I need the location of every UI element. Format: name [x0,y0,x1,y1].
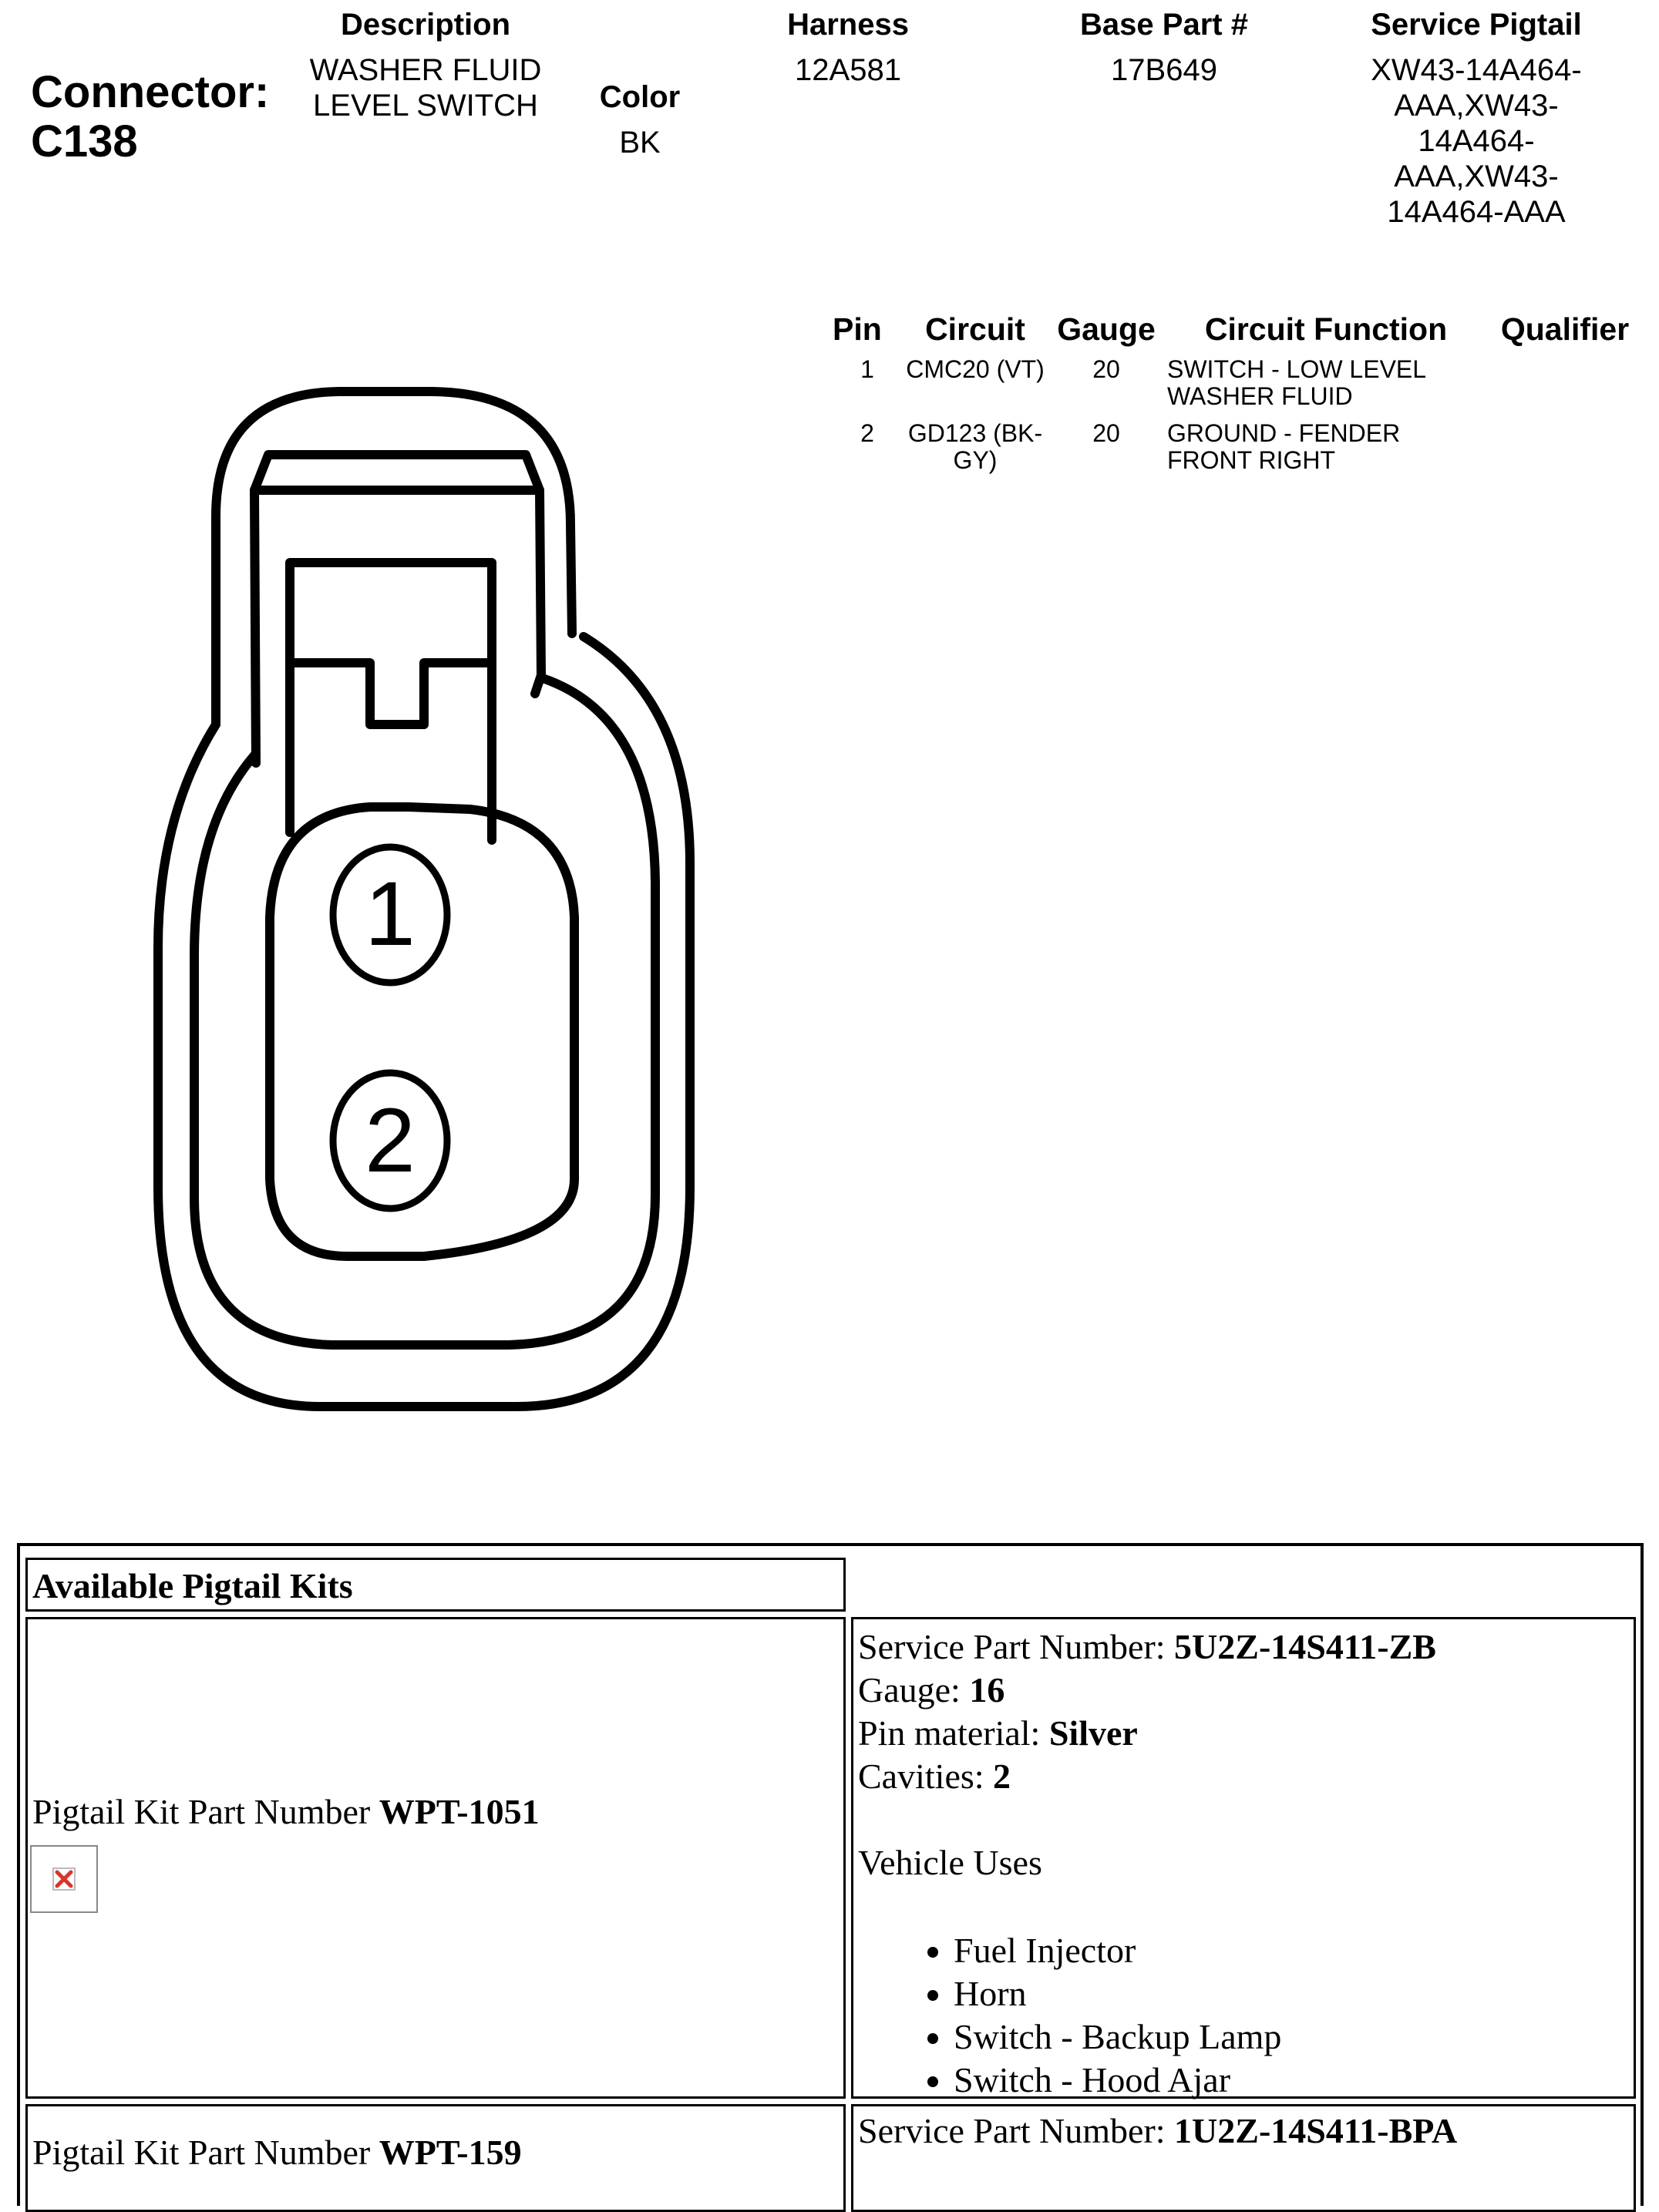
service-part-value: 5U2Z-14S411-ZB [1174,1627,1436,1666]
cavities-row [858,1755,1436,1798]
harness-header: Harness [787,8,909,42]
kit-detail-cell [851,2104,1636,2212]
service-part-value: 1U2Z-14S411-BPA [1174,2111,1458,2150]
cavities-value: 2 [993,1756,1011,1796]
service-pigtail-line: XW43-14A464- [1371,53,1582,87]
latch-outer [254,455,541,763]
service-pigtail-line: 14A464- [1418,124,1535,158]
latch-notch [290,663,492,724]
kit-number: WPT-1051 [379,1792,540,1831]
service-pigtail-line: AAA,XW43- [1394,160,1559,193]
circuit-function-column-header: Circuit Function [1204,311,1448,347]
function-line: SWITCH - LOW LEVEL [1167,355,1427,383]
function-line: GROUND - FENDER [1167,419,1401,447]
pin-material-row [858,1712,1436,1755]
pigtail-kits-title: Available Pigtail Kits [32,1566,353,1605]
pin-material-value: Silver [1048,1713,1138,1753]
list-item: • Switch - Hood Ajar [954,2059,1436,2102]
circuit-function-cell [1167,420,1476,474]
color-header: Color [599,80,681,114]
pin-cell: 1 [860,355,874,383]
circuit-cell [902,420,1048,474]
pin-1-label: 1 [365,863,416,965]
service-part-label: Service Part Number: [858,2111,1166,2150]
kit-details [858,1625,1436,2102]
list-item: • Fuel Injector [954,1929,1436,1972]
circuit-line: GY) [953,446,998,474]
kit-cell [25,1617,846,2099]
harness-value: 12A581 [795,53,901,87]
empty-header-cell [851,1558,1636,1612]
gauge-cell: 20 [1092,355,1120,383]
service-part-row [858,1625,1436,1669]
pigtail-kits-title-cell [25,1558,846,1612]
base-part-value: 17B649 [1111,53,1217,87]
description-header: Description [340,8,511,42]
service-part-row [858,2109,1457,2153]
service-pigtail-line: AAA,XW43- [1394,89,1559,123]
kit-label: Pigtail Kit Part Number [32,1792,371,1831]
housing-outer-shell [158,637,690,1407]
kit-label: Pigtail Kit Part Number [32,2133,371,2172]
kit-detail-cell [851,1617,1636,2099]
description-line: LEVEL SWITCH [313,89,538,123]
qualifier-column-header: Qualifier [1500,311,1630,347]
service-pigtail-value [1334,52,1619,230]
kit-part-number [32,1790,540,1834]
pin-cell: 2 [860,419,874,447]
description-value [271,52,580,123]
list-item: • Horn [954,1972,1436,2015]
circuit-function-cell [1167,356,1476,410]
kit-cell [25,2104,846,2212]
description-line: WASHER FLUID [309,53,542,87]
housing-inner-shell [194,678,655,1345]
gauge-label: Gauge: [858,1670,961,1709]
pin-column-header: Pin [833,311,882,347]
gauge-value: 16 [969,1670,1005,1709]
vehicle-uses-list [858,1929,1436,2102]
service-pigtail-line: 14A464-AAA [1387,195,1566,229]
kit-part-number [32,2131,522,2174]
circuit-line: CMC20 (VT) [906,355,1045,383]
kit-number: WPT-159 [379,2133,522,2172]
circuit-line: GD123 (BK- [907,419,1043,447]
pin-2-label: 2 [365,1090,416,1192]
function-line: WASHER FLUID [1167,382,1353,410]
vehicle-uses-label: Vehicle Uses [858,1843,1042,1882]
service-part-label: Service Part Number: [858,1627,1166,1666]
gauge-column-header: Gauge [1057,311,1156,347]
function-line: FRONT RIGHT [1167,446,1336,474]
pin-material-label: Pin material: [858,1713,1041,1753]
connector-id: C138 [31,116,138,166]
cavities-label: Cavities: [858,1756,984,1796]
broken-image-icon [30,1845,98,1913]
latch-block [290,563,492,840]
gauge-row [858,1669,1436,1712]
color-value: BK [619,126,661,160]
terminal-cavity [270,807,574,1256]
connector-face-diagram [146,378,717,1426]
circuit-column-header: Circuit [925,311,1025,347]
connector-label: Connector: [31,67,270,117]
base-part-header: Base Part # [1080,8,1248,42]
gauge-cell: 20 [1092,419,1120,447]
circuit-cell [902,356,1048,383]
list-item: • Switch - Backup Lamp [954,2015,1436,2059]
service-pigtail-header: Service Pigtail [1371,8,1582,42]
